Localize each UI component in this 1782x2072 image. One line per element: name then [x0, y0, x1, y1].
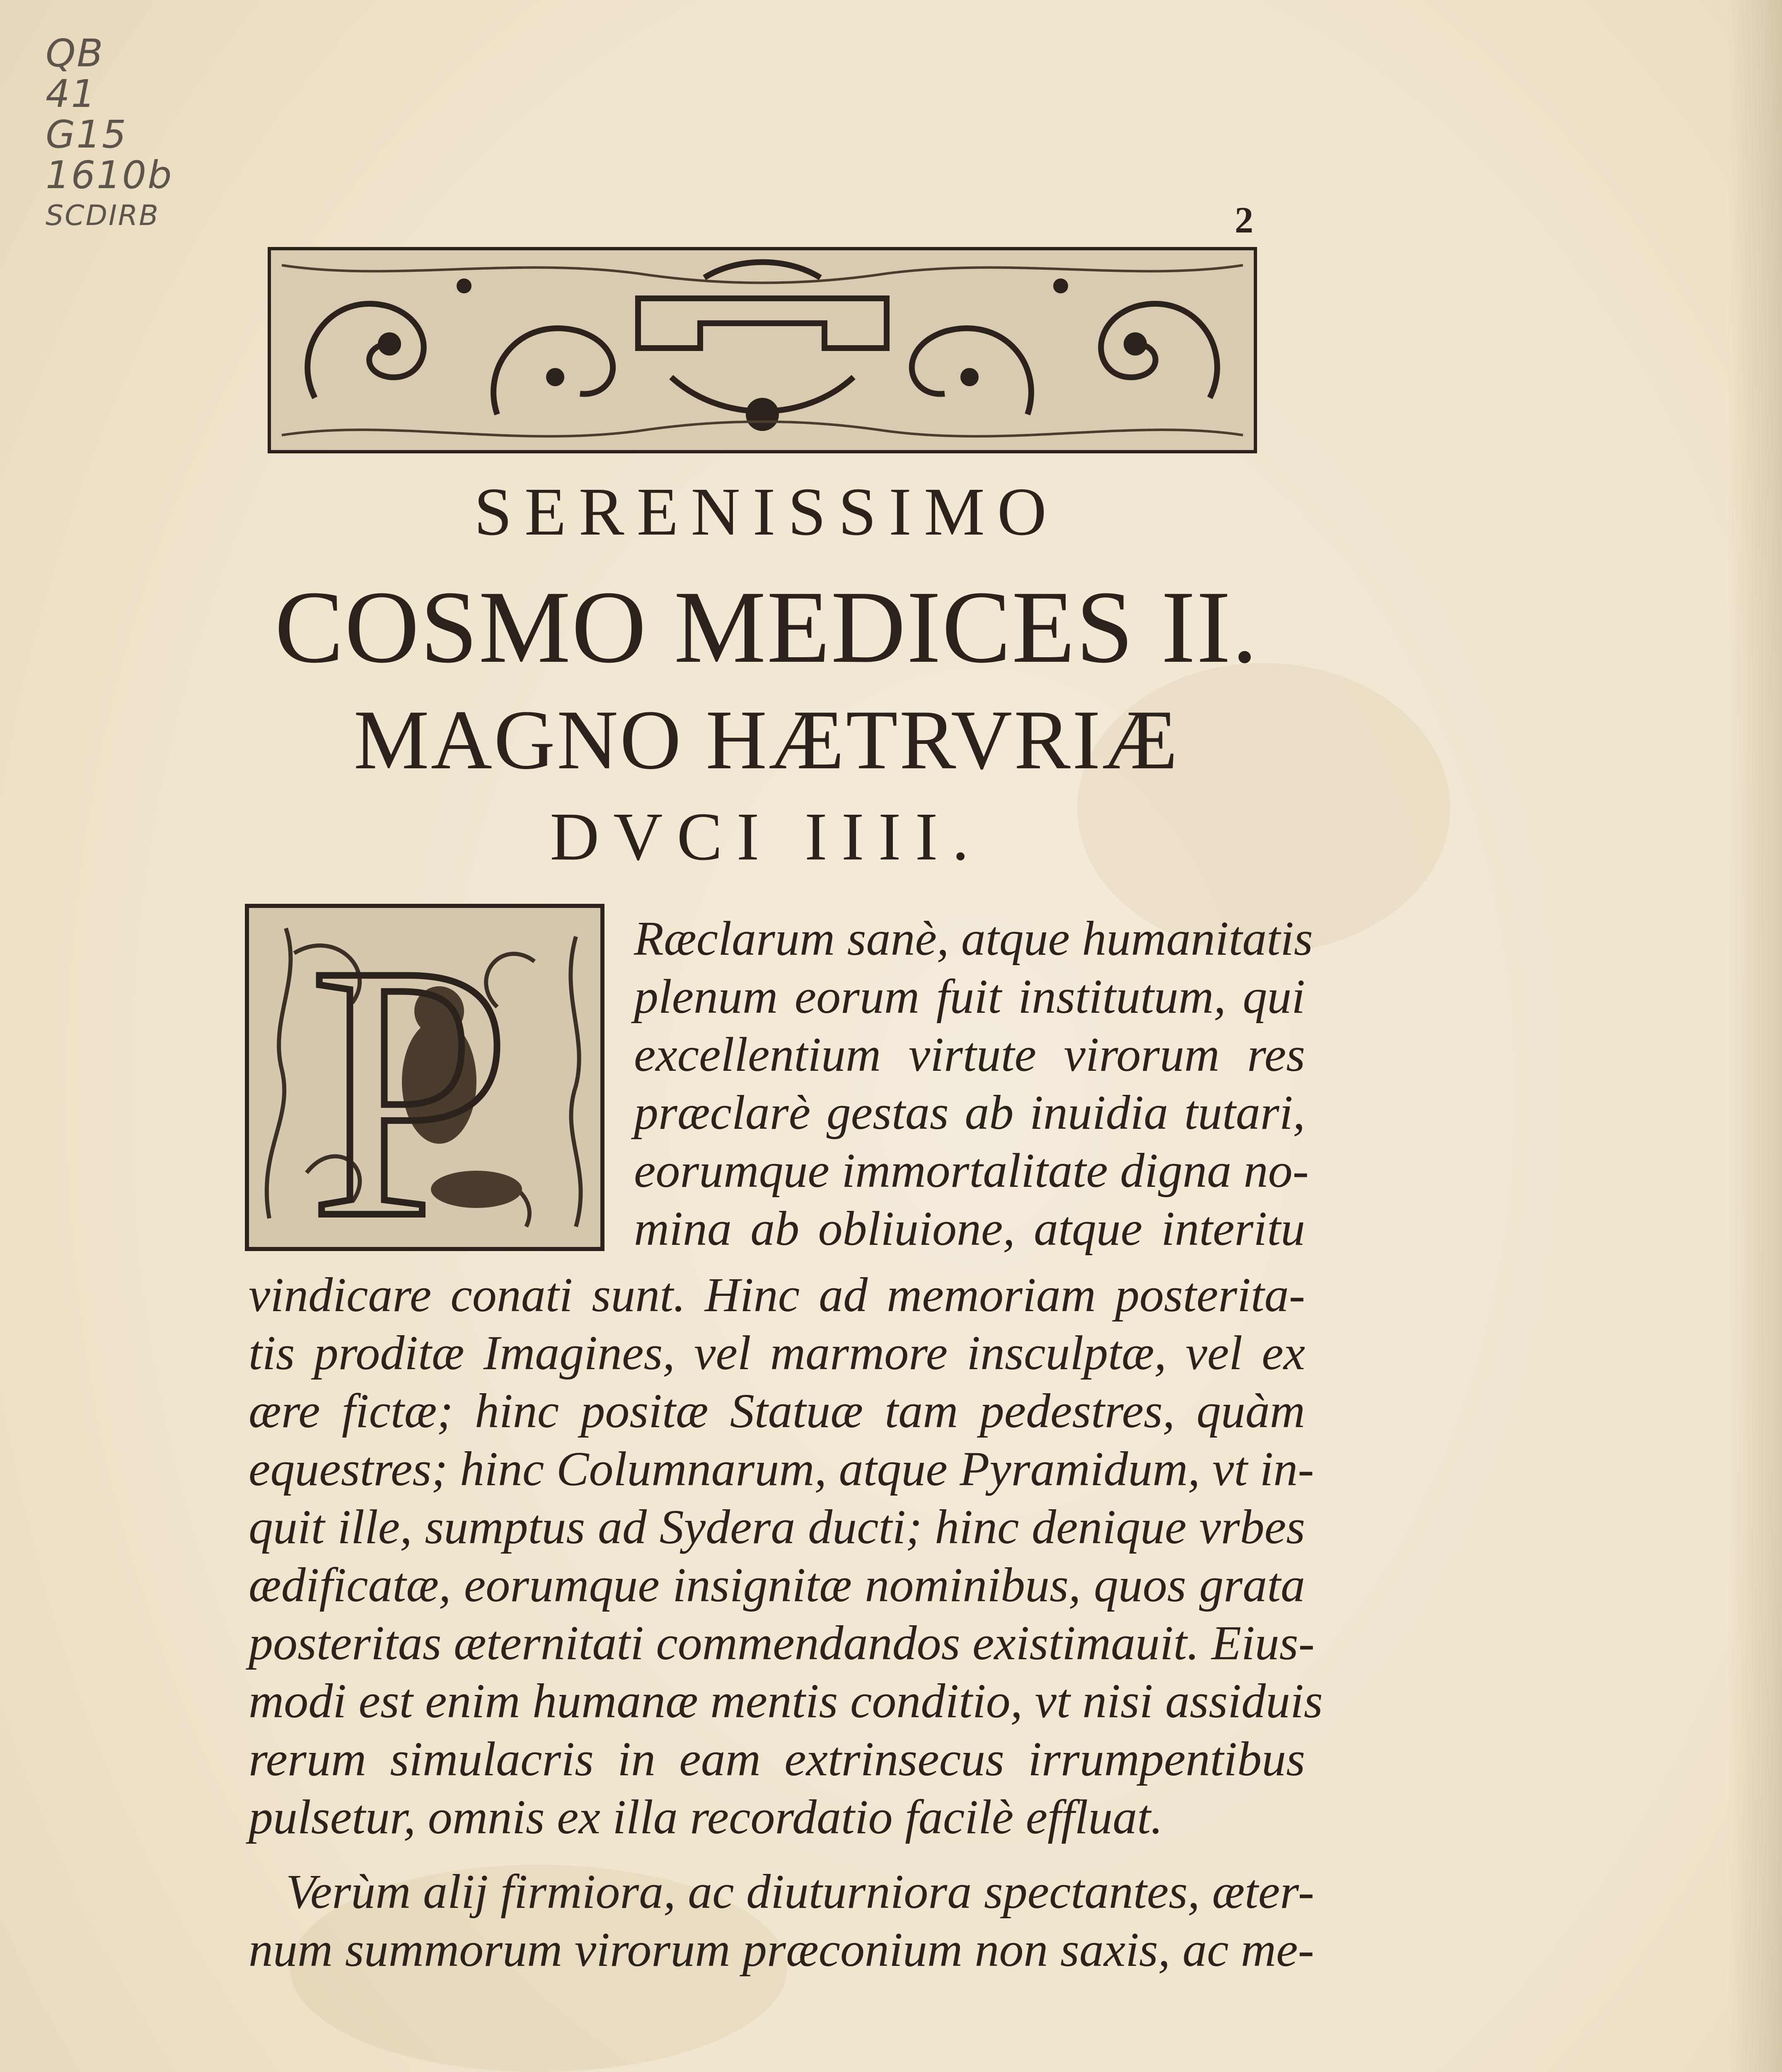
- body-line: rerum simulacris in eam extrinsecus irrumpentibus: [249, 1732, 1305, 1786]
- ornamental-headpiece: [265, 240, 1260, 460]
- body-line: mina ab obliuione, atque interitu: [634, 1201, 1305, 1256]
- body-line: plenum eorum fuit institutum, qui: [634, 969, 1305, 1024]
- body-line: Ræclarum sanè, atque humanitatis: [634, 911, 1313, 966]
- body-line: præclarè gestas ab inuidia tutari,: [634, 1085, 1305, 1140]
- body-line: excellentium virtute virorum res: [634, 1027, 1305, 1082]
- dedication-heading: [232, 472, 1301, 876]
- body-line: pulsetur, omnis ex illa recordatio facilè effluat.: [249, 1790, 1163, 1844]
- body-line: tis proditæ Imagines, vel marmore insculptæ, vel ex: [249, 1326, 1305, 1380]
- shelfmark-line: QB: [46, 31, 104, 75]
- shelfmark-line: 41: [46, 72, 97, 116]
- dedication-line-1: SERENISSIMO: [474, 474, 1059, 549]
- decorated-initial: [244, 903, 605, 1251]
- page-edge-shadow: [1728, 0, 1782, 2072]
- body-line: posteritas æternitati commendandos existimauit. Eius-: [249, 1616, 1315, 1670]
- shelfmark-line: SCDIRB: [46, 199, 160, 232]
- library-shelfmark: [46, 33, 278, 236]
- initial-letter: P: [309, 903, 512, 1251]
- body-line: equestres; hinc Columnarum, atque Pyramidum, vt in-: [249, 1442, 1314, 1496]
- body-line: ære fictæ; hinc positæ Statuæ tam pedestres, quàm: [249, 1384, 1305, 1438]
- page-number: 2: [1235, 200, 1253, 241]
- body-line: num summorum virorum præconium non saxis, ac me-: [249, 1922, 1314, 1977]
- body-line: modi est enim humanæ mentis conditio, vt nisi assiduis: [249, 1674, 1323, 1728]
- body-line: eorumque immortalitate digna no-: [634, 1143, 1309, 1198]
- body-line: quit ille, sumptus ad Sydera ducti; hinc denique vrbes: [249, 1500, 1305, 1554]
- dedication-line-2: COSMO MEDICES II.: [274, 570, 1259, 685]
- body-line: vindicare conati sunt. Hinc ad memoriam posterita-: [249, 1268, 1305, 1322]
- shelfmark-line: G15: [46, 112, 128, 157]
- dedication-line-4: DVCI IIII.: [550, 799, 983, 874]
- body-line: Verùm alij firmiora, ac diuturniora spectantes, æter-: [286, 1864, 1315, 1919]
- body-line: ædificatæ, eorumque insignitæ nominibus, quos grata: [249, 1558, 1305, 1612]
- dedication-line-3: MAGNO HÆTRVRIÆ: [353, 693, 1180, 787]
- shelfmark-line: 1610b: [46, 153, 173, 197]
